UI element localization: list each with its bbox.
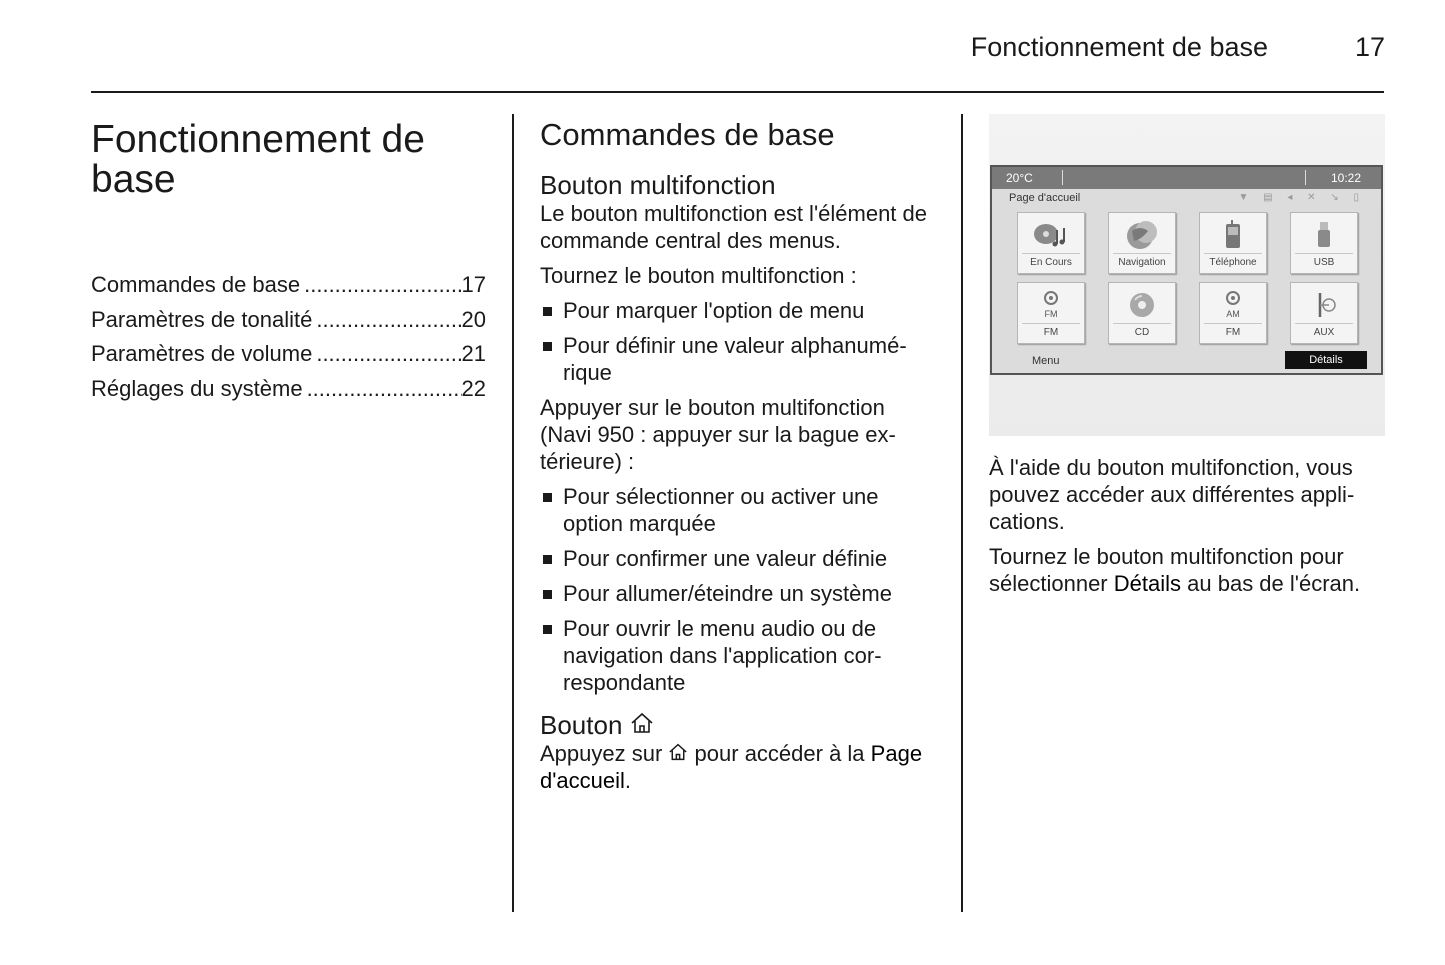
- fm-radio-icon: [1018, 287, 1084, 323]
- turn-lead: Tournez le bouton multifonction :: [540, 263, 857, 288]
- list-item: Pour confirmer une valeur définie: [540, 545, 940, 572]
- cd-icon: [1109, 287, 1175, 323]
- list-item: Pour ouvrir le menu audio ou de navigation dans l'application correspondante: [540, 615, 940, 696]
- tile-aux[interactable]: AUX: [1290, 282, 1358, 344]
- running-title: Fonctionnement de base: [970, 32, 1268, 62]
- list-item: Pour marquer l'option de menu: [540, 297, 940, 324]
- bullet-icon: [543, 625, 552, 634]
- section-column: [540, 114, 940, 802]
- status-icons: ▼ ▤ ◂ ✕ ↘ ▯: [1238, 192, 1365, 203]
- bullet-icon: [543, 307, 552, 316]
- column-divider-right: [961, 114, 963, 912]
- chapter-title: Fonctionnement de base: [91, 118, 425, 201]
- am-radio-icon: [1200, 287, 1266, 323]
- screen-breadcrumb: Page d'accueil: [1009, 192, 1081, 204]
- toc-entry[interactable]: [91, 341, 486, 367]
- home-button-text: Appuyez sur pour accéder à la Page d'accueil.: [540, 741, 923, 793]
- usb-icon: [1291, 217, 1357, 253]
- toc-entry-page: 17: [461, 272, 486, 297]
- bullet-icon: [543, 590, 552, 599]
- tile-am[interactable]: AM FM: [1199, 282, 1267, 344]
- header-rule: [91, 91, 1384, 93]
- figure-caption: À l'aide du bouton multifonction, vous pouvez accéder aux différentes applications.: [989, 455, 1355, 534]
- clock-readout: 10:22: [1330, 171, 1361, 185]
- toc-entry-page: 21: [461, 341, 486, 366]
- screen-details-button[interactable]: Détails: [1285, 351, 1367, 369]
- page-number: 17: [1354, 32, 1385, 62]
- svg-text:FM: FM: [1044, 309, 1058, 319]
- list-item: Pour allumer/éteindre un système: [540, 580, 940, 607]
- toc-entry-title: Réglages du système: [91, 375, 303, 401]
- home-screen-figure: [989, 114, 1385, 436]
- home-page-term: Page d'accueil: [540, 741, 923, 793]
- screen-status-bar: [992, 167, 1381, 189]
- turn-list: [540, 297, 940, 386]
- toc-entry[interactable]: [91, 376, 486, 402]
- figure-column: [989, 114, 1385, 605]
- multifunction-intro: Le bouton multifonction est l'élément de commande central des menus.: [540, 201, 927, 253]
- infotainment-screen: [990, 165, 1383, 375]
- column-divider-left: [512, 114, 514, 912]
- toc-entry-title: Paramètres de volume: [91, 341, 313, 366]
- now-playing-icon: [1018, 217, 1084, 253]
- toc-entry-page: 20: [461, 306, 486, 332]
- table-of-contents: [91, 272, 486, 402]
- tile-now-playing[interactable]: En Cours: [1017, 212, 1085, 274]
- screen-menu-button[interactable]: Menu: [1032, 355, 1060, 367]
- toc-entry-page: 22: [461, 375, 486, 401]
- press-list: [540, 483, 940, 696]
- details-term: Détails: [1113, 571, 1182, 596]
- press-lead: Appuyer sur le bouton multifonction (Navi 950 : appuyer sur la bague extérieure) :: [540, 395, 896, 474]
- home-button-heading: Bouton: [540, 710, 940, 740]
- toc-entry-title: Paramètres de tonalité: [91, 306, 313, 332]
- toc-entry[interactable]: [91, 307, 486, 333]
- tile-usb[interactable]: USB: [1290, 212, 1358, 274]
- multifunction-heading: Bouton multifonction: [540, 170, 776, 200]
- chapter-column: [91, 114, 486, 410]
- toc-entry[interactable]: [91, 272, 486, 298]
- bullet-icon: [543, 493, 552, 502]
- bullet-icon: [543, 342, 552, 351]
- list-item: Pour définir une valeur alphanumérique: [540, 332, 940, 386]
- list-item: Pour sélectionner ou activer une option marquée: [540, 483, 940, 537]
- tile-navigation[interactable]: Navigation: [1108, 212, 1176, 274]
- phone-icon: [1200, 217, 1266, 253]
- aux-icon: [1291, 287, 1357, 323]
- navigation-icon: [1109, 217, 1175, 253]
- details-instruction: Tournez le bouton multifonction pour sélectionner Détails au bas de l'écran.: [989, 544, 1361, 596]
- tile-phone[interactable]: Téléphone: [1199, 212, 1267, 274]
- home-icon: [630, 712, 654, 734]
- toc-entry-title: Commandes de base: [91, 272, 301, 297]
- tile-fm[interactable]: FM FM: [1017, 282, 1085, 344]
- section-title: Commandes de base: [540, 117, 835, 152]
- svg-text:AM: AM: [1226, 309, 1240, 319]
- home-icon: [668, 743, 688, 761]
- temperature-readout: 20°C: [1006, 171, 1033, 185]
- bullet-icon: [543, 555, 552, 564]
- tile-cd[interactable]: CD: [1108, 282, 1176, 344]
